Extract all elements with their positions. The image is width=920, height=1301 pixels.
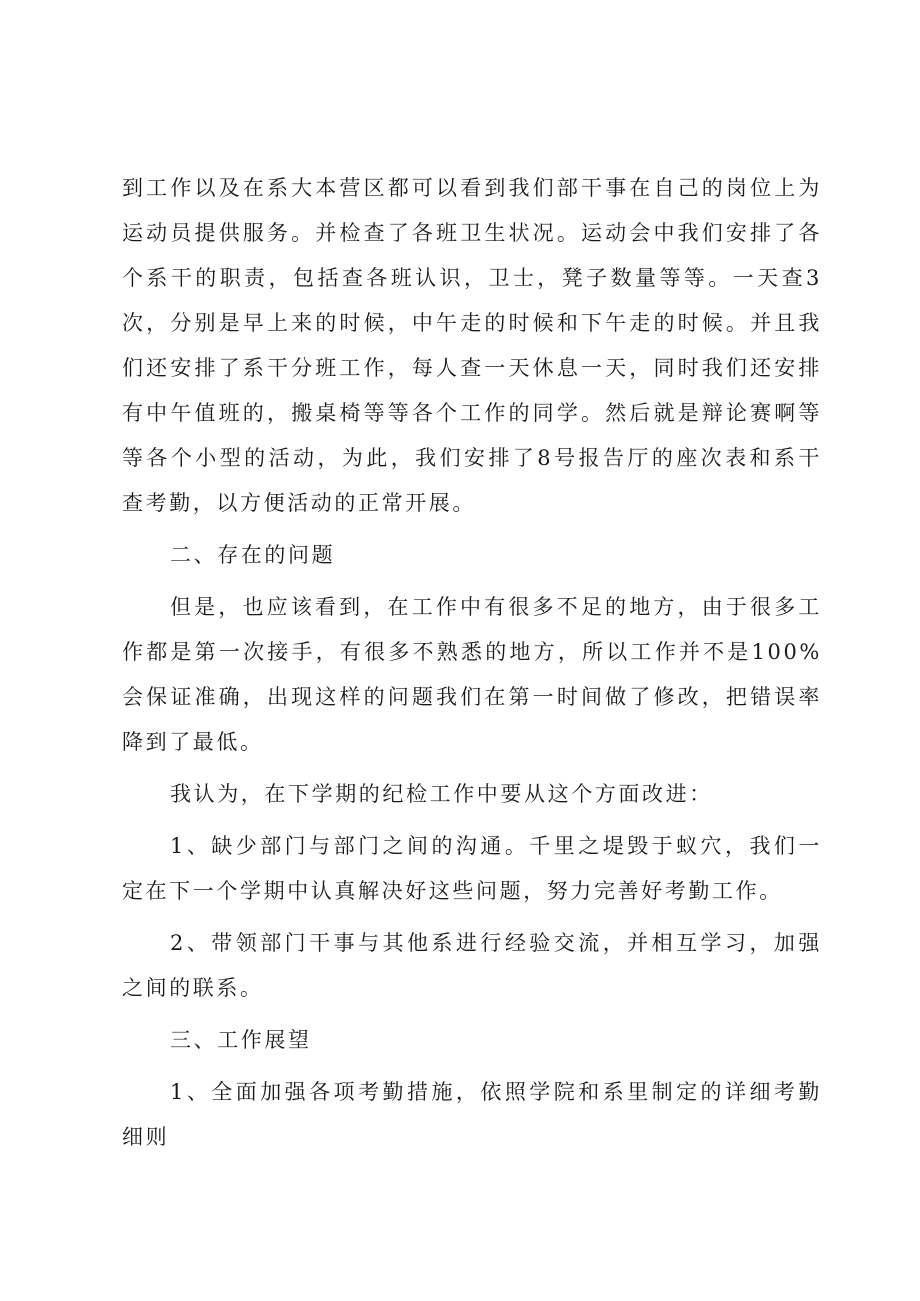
list-item-2: 2、带领部门干事与其他系进行经验交流，并相互学习，加强之间的联系。: [122, 931, 822, 1000]
paragraph-continuation: 到工作以及在系大本营区都可以看到我们部干事在自己的岗位上为运动员提供服务。并检查了各班卫生状况。运动会中我们安排了各个系干的职责，包括查各班认识，卫士，凳子数量等等。一天查3次，分别是早上来的时候，中午走的时候和下午走的时候。并且我们还安排了系干分班工作，每人查一天休息一天，同时我们还安排有中午值班的，搬桌椅等等各个工作的同学。然后就是辩论赛啊等等各个小型的活动，为此，我们安排了8号报告厅的座次表和系干查考勤，以方便活动的正常开展。: [122, 176, 822, 515]
section-heading-outlook: 三、工作展望: [170, 1028, 312, 1052]
section-heading-problems: 二、存在的问题: [170, 543, 336, 567]
outlook-item-1: 1、全面加强各项考勤措施，依照学院和系里制定的详细考勤细则: [122, 1080, 822, 1149]
list-item-1: 1、缺少部门与部门之间的沟通。千里之堤毁于蚁穴，我们一定在下一个学期中认真解决好这些问题，努力完善好考勤工作。: [122, 834, 822, 903]
paragraph-improvement-intro: 我认为，在下学期的纪检工作中要从这个方面改进：: [170, 782, 713, 806]
document-body: [122, 166, 822, 1160]
paragraph-problems: 但是，也应该看到，在工作中有很多不足的地方，由于很多工作都是第一次接手，有很多不熟悉的地方，所以工作并不是100%会保证准确，出现这样的问题我们在第一时间做了修改，把错误率降到了最低。: [122, 595, 822, 754]
